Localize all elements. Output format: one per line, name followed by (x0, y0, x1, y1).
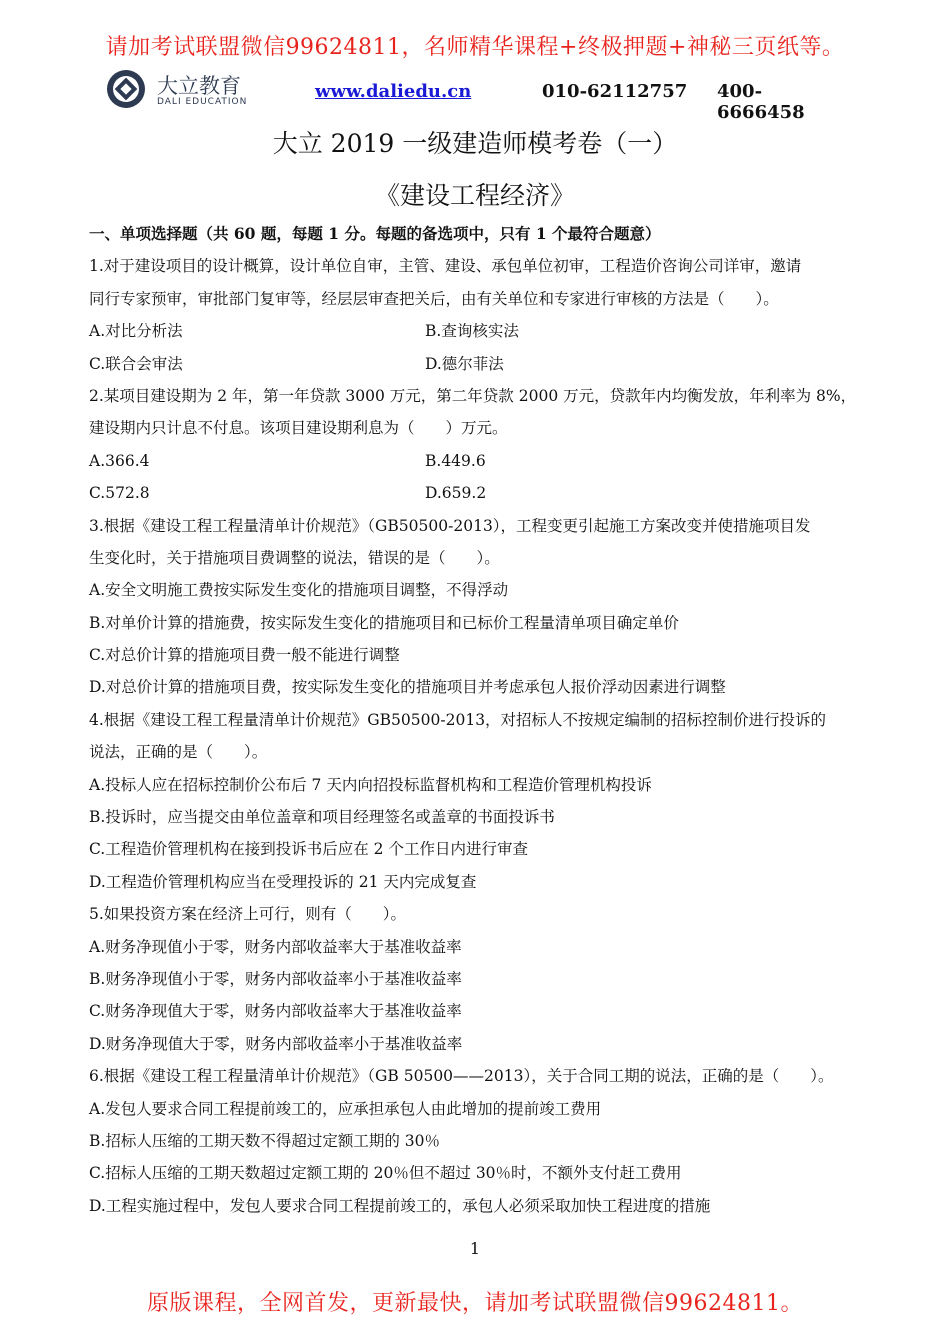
option-a: A.发包人要求合同工程提前竣工的，应承担承包人由此增加的提前竣工费用 (89, 1099, 602, 1118)
option-c: C.财务净现值大于零，财务内部收益率大于基准收益率 (89, 1002, 462, 1021)
question-stem: 3.根据《建设工程工程量清单计价规范》（GB50500-2013），工程变更引起施工方案改变并使措施项目发 (89, 516, 811, 535)
question-stem: 5.如果投资方案在经济上可行，则有（ ）。 (89, 905, 407, 924)
promo-banner-top: 请加考试联盟微信99624811，名师精华课程+终极押题+神秘三页纸等。 (105, 35, 845, 60)
option-a: A.对比分析法 (89, 322, 183, 341)
website-link[interactable]: www.daliedu.cn (315, 81, 472, 102)
option-c: C.对总价计算的措施项目费一般不能进行调整 (89, 646, 400, 665)
question (89, 380, 869, 510)
question-stem: 1.对于建设项目的设计概算，设计单位自审，主管、建设、承包单位初审，工程造价咨询公司详审，邀请 (89, 257, 802, 276)
option-b: B.投诉时，应当提交由单位盖章和项目经理签名或盖章的书面投诉书 (89, 808, 555, 827)
option-d: D.对总价计算的措施项目费，按实际发生变化的措施项目并考虑承包人报价浮动因素进行调整 (89, 678, 726, 697)
document-header (105, 68, 845, 123)
exam-title: 大立 2019 一级建造师模考卷（一） (272, 129, 678, 158)
option-a: A.安全文明施工费按实际发生变化的措施项目调整，不得浮动 (89, 581, 509, 600)
option-c: C.572.8 (89, 484, 150, 503)
question (89, 704, 869, 898)
dali-emblem-icon (105, 68, 147, 110)
page-number: 1 (469, 1239, 481, 1258)
option-a: A.366.4 (89, 451, 150, 470)
option-c: C.工程造价管理机构在接到投诉书后应在 2 个工作日内进行审查 (89, 840, 528, 859)
question-stem: 生变化时，关于措施项目费调整的说法，错误的是（ ）。 (89, 548, 500, 567)
exam-content (89, 218, 869, 1222)
exam-subtitle: 《建设工程经济》 (374, 181, 575, 210)
section-heading: 一、单项选择题（共 60 题，每题 1 分。每题的备选项中，只有 1 个最符合题意） (89, 224, 661, 243)
question-stem: 建设期内只计息不付息。该项目建设期利息为（ ）万元。 (89, 419, 508, 438)
phone-number-1: 010-62112757 (542, 81, 688, 102)
question-stem: 2.某项目建设期为 2 年，第一年贷款 3000 万元，第二年贷款 2000 万元，贷款年内均衡发放，年利率为 8%， (89, 386, 857, 405)
question-stem: 同行专家预审，审批部门复审等，经层层审查把关后，由有关单位和专家进行审核的方法是（ ）。 (89, 289, 779, 308)
phone-number-2: 400-6666458 (717, 81, 805, 123)
option-d: D.财务净现值大于零，财务内部收益率小于基准收益率 (89, 1034, 463, 1053)
option-b: B.财务净现值小于零，财务内部收益率小于基准收益率 (89, 969, 462, 988)
option-b: B.招标人压缩的工期天数不得超过定额工期的 30％ (89, 1131, 440, 1150)
question-stem: 4.根据《建设工程工程量清单计价规范》GB50500-2013，对招标人不按规定编制的招标控制价进行投诉的 (89, 710, 827, 729)
question (89, 898, 869, 1060)
logo-chinese-name: 大立教育 (157, 74, 241, 98)
option-a: A.投标人应在招标控制价公布后 7 天内向招投标监督机构和工程造价管理机构投诉 (89, 775, 652, 794)
question (89, 250, 869, 380)
option-a: A.财务净现值小于零，财务内部收益率大于基准收益率 (89, 937, 462, 956)
option-d: D.工程实施过程中，发包人要求合同工程提前竣工的，承包人必须采取加快工程进度的措施 (89, 1196, 711, 1215)
option-d: D.德尔菲法 (425, 354, 504, 373)
option-c: C.联合会审法 (89, 354, 183, 373)
question-stem: 6.根据《建设工程工程量清单计价规范》（GB 50500——2013），关于合同工期的说法，正确的是（ ）。 (89, 1067, 834, 1086)
question (89, 1060, 869, 1222)
option-d: D.工程造价管理机构应当在受理投诉的 21 天内完成复查 (89, 872, 477, 891)
option-b: B.查询核实法 (425, 322, 519, 341)
option-b: B.对单价计算的措施费，按实际发生变化的措施项目和已标价工程量清单项目确定单价 (89, 613, 679, 632)
option-c: C.招标人压缩的工期天数超过定额工期的 20％但不超过 30％时，不额外支付赶工费用 (89, 1164, 682, 1183)
question-stem: 说法，正确的是（ ）。 (89, 743, 268, 762)
option-d: D.659.2 (425, 484, 487, 503)
dali-logo (105, 68, 255, 114)
logo-english-name: DALI EDUCATION (157, 97, 248, 107)
option-b: B.449.6 (425, 451, 486, 470)
promo-banner-bottom: 原版课程，全网首发，更新最快，请加考试联盟微信99624811。 (147, 1291, 803, 1316)
question (89, 510, 869, 704)
